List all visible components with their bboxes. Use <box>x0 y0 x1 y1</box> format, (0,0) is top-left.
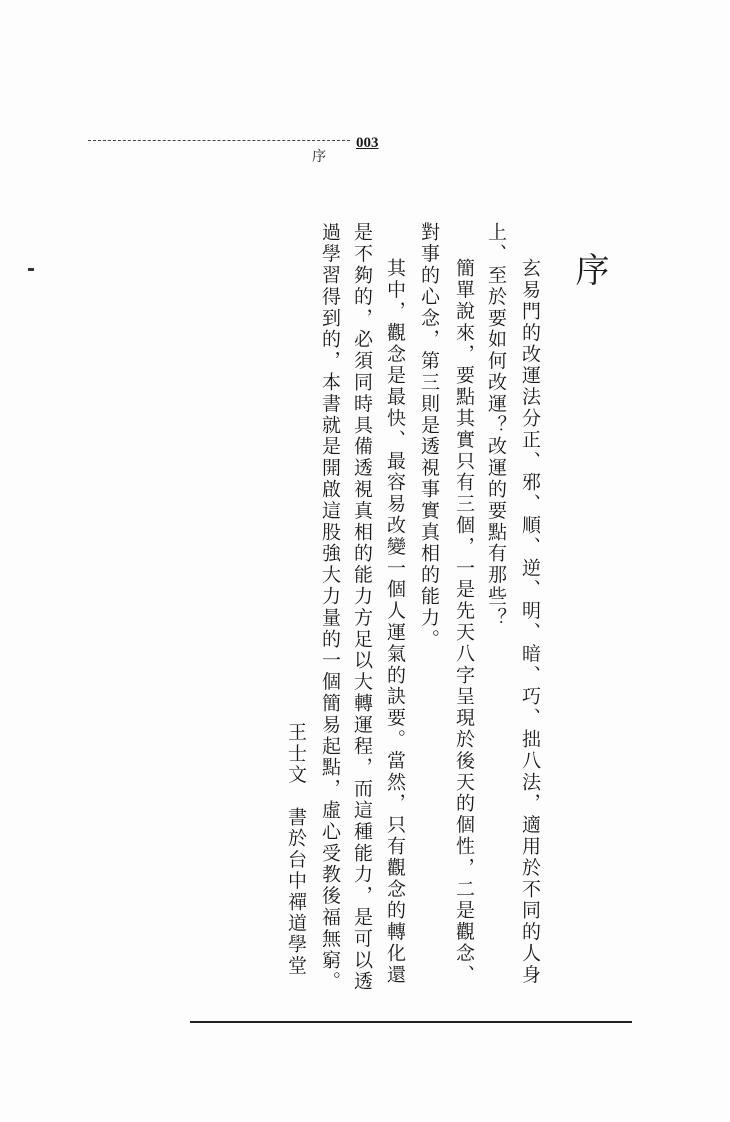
chapter-title: 序 <box>569 252 609 286</box>
footer-rule <box>190 1021 632 1023</box>
text-column-4: 對事的心念，第三則是透視事實真相的能力。 <box>418 222 440 650</box>
text-column-7: 過學習得到的，本書就是開啟這股強大力量的一個簡易起點，虛心受教後福無窮。 <box>319 222 341 993</box>
text-column-5: 其中，觀念是最快、最容易改變一個人運氣的訣要。當然，只有觀念的轉化還 <box>384 258 406 986</box>
text-column-6: 是不夠的，必須同時具備透視真相的能力方足以大轉運程，而這種能力，是可以透 <box>351 222 373 993</box>
text-column-2: 上、至於要如何改運？改運的要點有那些？ <box>485 222 507 629</box>
running-header-label: 序 <box>312 149 326 165</box>
text-column-1: 玄易門的改運法分正、邪、順、逆、明、暗、巧、拙八法，適用於不同的人身 <box>519 258 541 986</box>
page-number: 003 <box>356 135 379 151</box>
text-column-3: 簡單說來，要點其實只有三個，一是先天八字呈現於後天的個性，二是觀念、 <box>453 258 475 986</box>
scan-speck <box>28 268 34 271</box>
header-rule <box>88 140 350 141</box>
author-signature: 王士文 書於台中禪道學堂 <box>285 722 307 977</box>
